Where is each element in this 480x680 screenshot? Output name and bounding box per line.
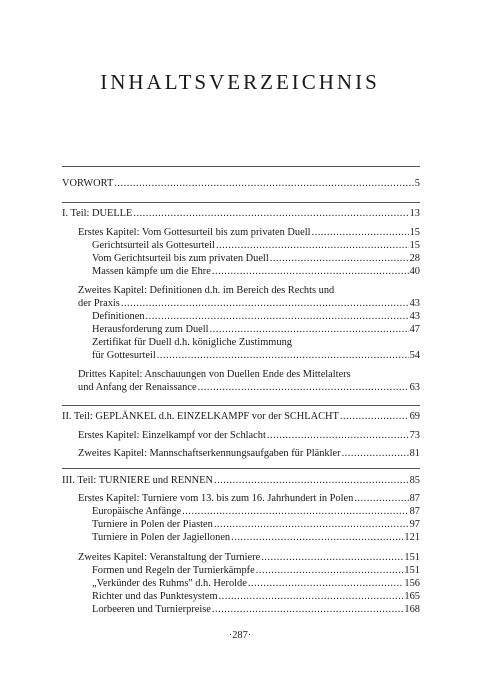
toc-entry-chapter[interactable]: Erstes Kapitel: Einzelkampf vor der Schlacht ..... 73 bbox=[78, 429, 420, 442]
page-title: INHALTSVERZEICHNIS bbox=[100, 70, 380, 94]
toc-entry-section[interactable]: Formen und Regeln der Turnierkämpfe ..... 151 bbox=[92, 564, 420, 577]
separator-rule bbox=[62, 405, 420, 406]
toc-entry-section[interactable]: Herausforderung zum Duell ..... 47 bbox=[92, 323, 420, 336]
toc-entry-section-line[interactable]: Zertifikat für Duell d.h. königliche Zustimmung bbox=[92, 337, 292, 348]
toc-entry-chapter-line[interactable]: Zweites Kapitel: Definitionen d.h. im Bereich des Rechts und bbox=[78, 285, 335, 296]
toc-entry-chapter[interactable]: Zweites Kapitel: Mannschaftserkennungsaufgaben für Plänkler ..... 81 bbox=[78, 447, 420, 460]
toc-entry-vorwort[interactable]: VORWORT ..... 5 bbox=[62, 177, 420, 190]
toc-entry-section[interactable]: Massen kämpfe um die Ehre ..... 40 bbox=[92, 265, 420, 278]
toc-entry-section[interactable]: Lorbeeren und Turnierpreise ..... 168 bbox=[92, 603, 420, 616]
separator-rule bbox=[62, 166, 420, 167]
toc-entry-section[interactable]: Turniere in Polen der Jagiellonen ..... 121 bbox=[92, 531, 420, 544]
toc-entry-section[interactable]: „Verkünder des Ruhms" d.h. Herolde ..... 156 bbox=[92, 577, 420, 590]
toc-entry-chapter[interactable]: Erstes Kapitel: Vom Gottesurteil bis zum privaten Duell ..... 15 bbox=[78, 226, 420, 239]
toc-entry-section[interactable]: Richter und das Punktesystem ..... 165 bbox=[92, 590, 420, 603]
toc-entry-chapter[interactable]: Zweites Kapitel: Veranstaltung der Turniere ..... 151 bbox=[78, 551, 420, 564]
toc-entry-part-2[interactable]: II. Teil: GEPLÄNKEL d.h. EINZELKAMPF vor der SCHLACHT ..... 69 bbox=[62, 410, 420, 423]
toc-entry-section[interactable]: Gerichtsurteil als Gottesurteil ..... 15 bbox=[92, 239, 420, 252]
toc-entry-chapter-line[interactable]: Drittes Kapitel: Anschauungen von Duellen Ende des Mittelalters bbox=[78, 369, 351, 380]
toc-entry-part-1[interactable]: I. Teil: DUELLE ..... 13 bbox=[62, 207, 420, 220]
toc-entry-section[interactable]: Vom Gerichtsurteil bis zum privaten Duell ..... 28 bbox=[92, 252, 420, 265]
toc-entry-chapter[interactable]: und Anfang der Renaissance ..... 63 bbox=[78, 381, 420, 394]
separator-rule bbox=[62, 468, 420, 469]
toc-entry-section[interactable]: für Gottesurteil ..... 54 bbox=[92, 349, 420, 362]
toc-entry-section[interactable]: Turniere in Polen der Piasten ..... 97 bbox=[92, 518, 420, 531]
toc-entry-section[interactable]: Definitionen ..... 43 bbox=[92, 310, 420, 323]
toc-entry-section[interactable]: Europäische Anfänge ..... 87 bbox=[92, 505, 420, 518]
toc-entry-part-3[interactable]: III. Teil: TURNIERE und RENNEN ..... 85 bbox=[62, 474, 420, 487]
toc-entry-chapter[interactable]: der Praxis ..... 43 bbox=[78, 297, 420, 310]
page-number: ·287· bbox=[228, 630, 252, 641]
separator-rule bbox=[62, 202, 420, 203]
toc-entry-chapter[interactable]: Erstes Kapitel: Turniere vom 13. bis zum 16. Jahrhundert in Polen ..... 87 bbox=[78, 492, 420, 505]
